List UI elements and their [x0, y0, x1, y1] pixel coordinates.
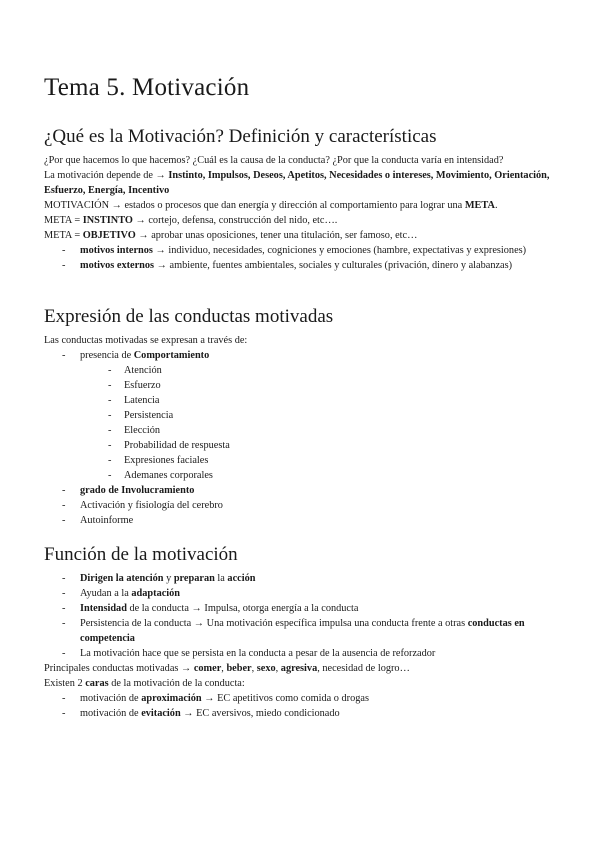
bold-span: sexo: [256, 663, 276, 674]
sub-list-item: - Atención: [80, 363, 559, 378]
text-span: La motivación depende de →: [44, 170, 169, 181]
text-span: de la conducta → Impulsa, otorga energía a la conducta: [126, 603, 359, 614]
sub-list-item: - Expresiones faciales: [80, 453, 559, 468]
list-item: [44, 586, 559, 601]
sub-list-item: - Persistencia: [80, 408, 559, 423]
text-span: ,: [221, 663, 227, 674]
list-item: - Autoinforme: [44, 513, 559, 528]
bold-span: Comportamiento: [133, 350, 210, 361]
list-item: [44, 706, 559, 721]
text-span: Principales conductas motivadas →: [44, 663, 194, 674]
paragraph-motivation-def: [44, 198, 559, 213]
bold-span: acción: [227, 573, 256, 584]
text-span: ,: [275, 663, 281, 674]
sub-list-item: - Probabilidad de respuesta: [80, 438, 559, 453]
bold-span: conductas en competencia: [80, 618, 525, 644]
page-title: Tema 5. Motivación: [44, 74, 250, 101]
bold-span: caras: [85, 678, 109, 689]
section-heading-definition: ¿Qué es la Motivación? Definición y características: [44, 126, 437, 147]
list-item: [44, 483, 559, 498]
bold-span: agresiva: [280, 663, 318, 674]
bold-span: motivos internos: [80, 245, 153, 256]
list-item: [44, 616, 559, 646]
paragraph-caras: [44, 676, 559, 691]
text-span: META =: [44, 230, 83, 241]
sub-list-item: - Elección: [80, 423, 559, 438]
text-span: → ambiente, fuentes ambientales, sociales y culturales (privación, dinero y alabanzas): [154, 260, 513, 271]
behaviour-sublist: [80, 363, 559, 483]
motives-list: [44, 243, 559, 273]
text-span: motivación de: [80, 708, 142, 719]
paragraph-questions: ¿Por que hacemos lo que hacemos? ¿Cuál es la causa de la conducta? ¿Por que la conducta varía en intensidad?: [44, 155, 504, 166]
section-heading-expression: Expresión de las conductas motivadas: [44, 306, 334, 327]
text-span: la: [214, 573, 228, 584]
caras-list: [44, 691, 559, 721]
text-span: ,: [251, 663, 257, 674]
bold-span: OBJETIVO: [82, 230, 136, 241]
bold-span: INSTINTO: [82, 215, 133, 226]
text-span: y: [163, 573, 174, 584]
sub-list-item: - Latencia: [80, 393, 559, 408]
text-span: Existen 2: [44, 678, 86, 689]
text-span: → EC aversivos, miedo condicionado: [180, 708, 340, 719]
text-span: Persistencia de la conducta → Una motivación específica impulsa una conducta frente a otras: [80, 618, 468, 629]
bold-span: evitación: [141, 708, 181, 719]
paragraph-intro: Las conductas motivadas se expresan a través de:: [44, 335, 248, 346]
section-heading-function: Función de la motivación: [44, 544, 238, 565]
paragraph-principal: [44, 661, 559, 676]
bold-span: comer: [193, 663, 222, 674]
bold-span: META: [464, 200, 495, 211]
bold-span: Instinto, Impulsos, Deseos, Apetitos, Necesidades o intereses, Movimiento, Orientación, Esfuerzo, Energía, Incentivo: [44, 170, 550, 196]
text-span: → EC apetitivos como comida o drogas: [201, 693, 369, 704]
list-item: [44, 348, 559, 483]
text-span: , necesidad de logro…: [317, 663, 410, 674]
list-item: [44, 691, 559, 706]
bold-span: Dirigen la atención: [80, 573, 164, 584]
bold-span: beber: [226, 663, 252, 674]
section-body-expression: [44, 333, 559, 528]
list-item: - La motivación hace que se persista en la conducta a pesar de la ausencia de reforzador: [44, 646, 559, 661]
list-item: [44, 601, 559, 616]
bold-span: preparan: [173, 573, 215, 584]
list-item: - Activación y fisiología del cerebro: [44, 498, 559, 513]
section-body-definition: [44, 153, 559, 273]
sub-list-item: - Ademanes corporales: [80, 468, 559, 483]
text-span: → aprobar unas oposiciones, tener una titulación, ser famoso, etc…: [135, 230, 418, 241]
text-span: → individuo, necesidades, cogniciones y emociones (hambre, expectativas y expresiones): [152, 245, 527, 256]
text-span: presencia de: [80, 350, 134, 361]
bold-span: grado de Involucramiento: [80, 485, 195, 496]
sub-list-item: - Esfuerzo: [80, 378, 559, 393]
text-span: motivación de: [80, 693, 142, 704]
bold-span: motivos externos: [80, 260, 155, 271]
text-span: META =: [44, 215, 83, 226]
paragraph-depends: [44, 168, 559, 198]
function-list: [44, 571, 559, 661]
section-body-function: [44, 571, 559, 721]
text-span: de la motivación de la conducta:: [108, 678, 245, 689]
bold-span: Intensidad: [80, 603, 127, 614]
bold-span: aproximación: [141, 693, 202, 704]
paragraph-meta-instinto: [44, 213, 559, 228]
paragraph-meta-objetivo: [44, 228, 559, 243]
bold-span: adaptación: [131, 588, 181, 599]
text-span: MOTIVACIÓN → estados o procesos que dan energía y dirección al comportamiento para lograr una: [44, 200, 465, 211]
text-span: Ayudan a la: [80, 588, 132, 599]
expression-list: [44, 348, 559, 528]
text-span: .: [494, 200, 498, 211]
list-item: [44, 243, 559, 258]
list-item: [44, 258, 559, 273]
list-item: [44, 571, 559, 586]
text-span: → cortejo, defensa, construcción del nido, etc….: [132, 215, 338, 226]
